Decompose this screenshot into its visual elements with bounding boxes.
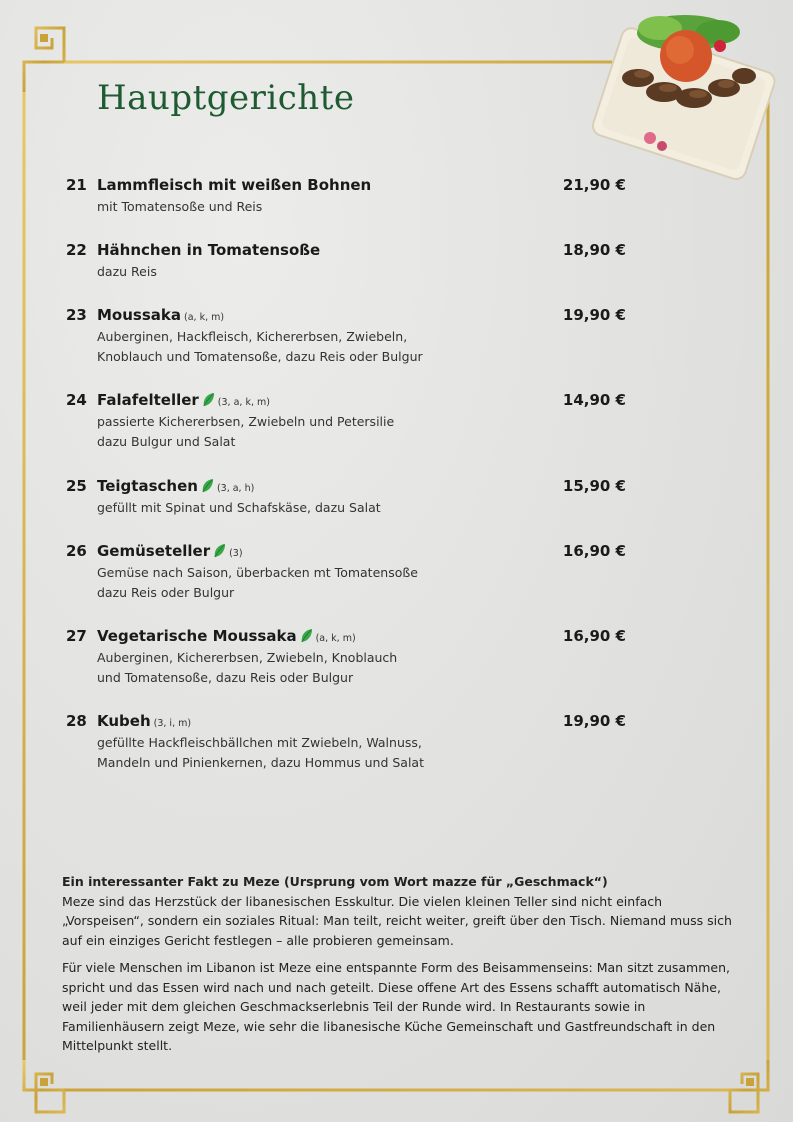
item-name: Lammfleisch mit weißen Bohnen [97, 176, 372, 194]
item-price: 15,90 € [562, 477, 626, 495]
item-price: 19,90 € [562, 712, 626, 730]
description-line: gefüllt mit Spinat und Schafskäse, dazu Salat [97, 500, 381, 515]
description-line: Mandeln und Pinienkernen, dazu Hommus und Salat [97, 755, 424, 770]
item-name: Falafelteller [97, 391, 199, 409]
item-price: 21,90 € [562, 176, 626, 194]
item-name-line [97, 176, 371, 194]
item-allergens: (3, i, m) [153, 718, 192, 729]
description-line: dazu Reis oder Bulgur [97, 585, 235, 600]
item-price: 18,90 € [562, 241, 626, 259]
vegetarian-leaf-icon [300, 628, 313, 643]
vegetarian-leaf-icon [201, 478, 214, 493]
item-allergens: (3, a, h) [216, 483, 255, 494]
item-allergens: (3, a, k, m) [217, 397, 270, 408]
fact-paragraph-1: Meze sind das Herzstück der libanesischen Esskultur. Die vielen kleinen Teller sind nicht einfach „Vorspeisen“, sondern ein soziales Ritual: Man teilt, reicht weiter, greift über den Tisch. Niemand muss sich auf ein einziges Gericht festlegen – alle probieren gemeinsam. [62, 893, 732, 948]
item-name-line [97, 306, 224, 324]
item-number: 26 [66, 542, 87, 560]
item-description [97, 498, 517, 518]
description-line: passierte Kichererbsen, Zwiebeln und Petersilie [97, 414, 395, 429]
description-line: Gemüse nach Saison, überbacken mt Tomatensoße [97, 565, 418, 580]
fact-section [62, 872, 732, 1056]
description-line: Auberginen, Hackfleisch, Kichererbsen, Zwiebeln, [97, 329, 408, 344]
item-price: 16,90 € [562, 627, 626, 645]
item-name-line [97, 477, 254, 495]
item-name-line [97, 241, 320, 259]
item-number: 21 [66, 176, 87, 194]
item-price: 14,90 € [562, 391, 626, 409]
description-line: Auberginen, Kichererbsen, Zwiebeln, Knoblauch [97, 650, 398, 665]
item-price: 19,90 € [562, 306, 626, 324]
description-line: dazu Bulgur und Salat [97, 434, 236, 449]
item-name-line [97, 542, 243, 560]
item-name: Kubeh [97, 712, 151, 730]
fact-paragraph-2: Für viele Menschen im Libanon ist Meze eine entspannte Form des Beisammenseins: Man sitzt zusammen, spricht und das Essen wird nach und nach geteilt. Diese offene Art des Essens schafft automatisch Nähe, weil jeder mit dem gleichen Geschmackserlebnis Teil der Runde wird. In Restaurants sowie in Familienhäusern zeigt Meze, wie sehr die libanesische Küche Gemeinschaft und Gastfreundschaft in den Mittelpunkt stellt. [62, 960, 730, 1053]
item-name: Gemüseteller [97, 542, 211, 560]
item-name-line [97, 391, 270, 409]
item-allergens: (3) [229, 548, 243, 559]
description-line: und Tomatensoße, dazu Reis oder Bulgur [97, 670, 354, 685]
item-name: Hähnchen in Tomatensoße [97, 241, 321, 259]
page-title: Hauptgerichte [97, 78, 355, 118]
item-allergens: (a, k, m) [315, 633, 356, 644]
description-line: Knoblauch und Tomatensoße, dazu Reis oder Bulgur [97, 349, 423, 364]
item-description [97, 412, 517, 452]
description-line: gefüllte Hackfleischbällchen mit Zwiebeln, Walnuss, [97, 735, 422, 750]
item-description [97, 197, 517, 217]
description-line: dazu Reis [97, 264, 157, 279]
fact-heading: Ein interessanter Fakt zu Meze (Ursprung vom Wort mazze für „Geschmack“) [62, 874, 608, 889]
item-number: 25 [66, 477, 87, 495]
item-name: Moussaka [97, 306, 181, 324]
item-name-line [97, 627, 356, 645]
vegetarian-leaf-icon [202, 392, 215, 407]
item-description [97, 733, 517, 773]
item-number: 24 [66, 391, 87, 409]
item-description [97, 563, 517, 603]
vegetarian-leaf-icon [213, 543, 226, 558]
food-plate-image [590, 8, 780, 188]
item-name: Teigtaschen [97, 477, 198, 495]
item-description [97, 327, 517, 367]
item-number: 23 [66, 306, 87, 324]
item-description [97, 648, 517, 688]
item-allergens: (a, k, m) [184, 312, 225, 323]
item-number: 22 [66, 241, 87, 259]
item-description [97, 262, 517, 282]
item-number: 28 [66, 712, 87, 730]
item-name-line [97, 712, 191, 730]
description-line: mit Tomatensoße und Reis [97, 199, 263, 214]
item-number: 27 [66, 627, 87, 645]
item-price: 16,90 € [562, 542, 626, 560]
item-name: Vegetarische Moussaka [97, 627, 297, 645]
